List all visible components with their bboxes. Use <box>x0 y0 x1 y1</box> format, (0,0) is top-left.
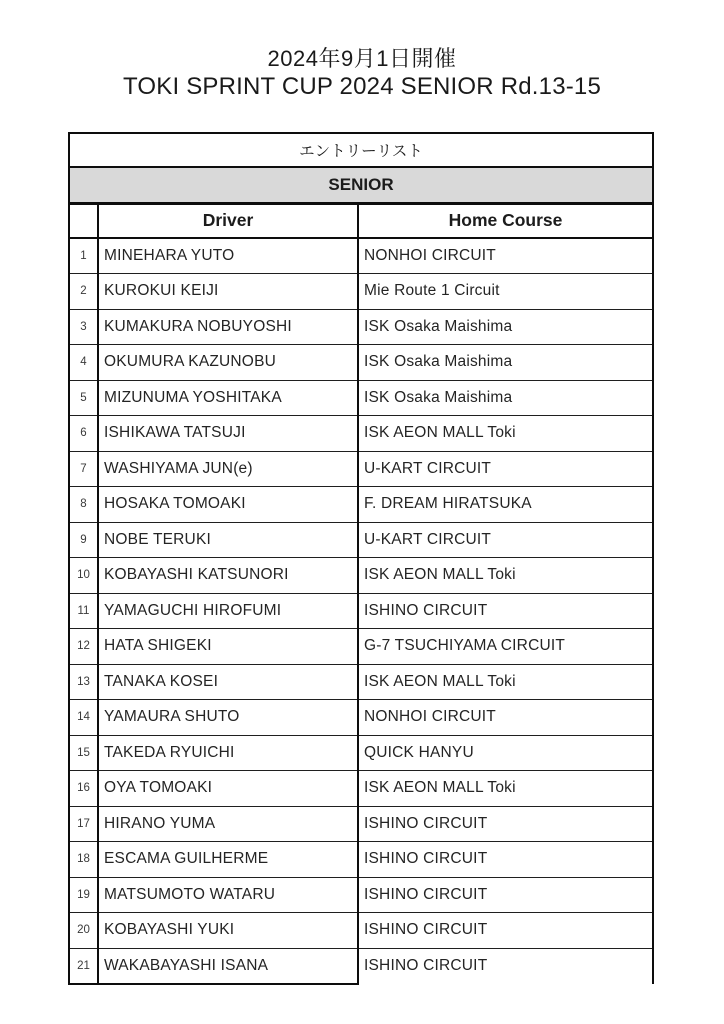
entry-number: 14 <box>69 700 98 736</box>
table-row <box>69 913 653 949</box>
entry-number: 21 <box>69 948 98 984</box>
home-course: QUICK HANYU <box>358 735 653 771</box>
home-course: NONHOI CIRCUIT <box>358 238 653 274</box>
entry-number: 17 <box>69 806 98 842</box>
entry-number: 19 <box>69 877 98 913</box>
entry-number: 6 <box>69 416 98 452</box>
entry-number: 5 <box>69 380 98 416</box>
entry-number: 4 <box>69 345 98 381</box>
home-course: NONHOI CIRCUIT <box>358 700 653 736</box>
driver-name: OKUMURA KAZUNOBU <box>98 345 358 381</box>
home-course: U-KART CIRCUIT <box>358 522 653 558</box>
driver-name: KOBAYASHI KATSUNORI <box>98 558 358 594</box>
driver-name: HIRANO YUMA <box>98 806 358 842</box>
table-row <box>69 629 653 665</box>
home-course: ISK AEON MALL Toki <box>358 664 653 700</box>
entry-number: 2 <box>69 274 98 310</box>
table-row <box>69 593 653 629</box>
class-row <box>69 167 653 203</box>
driver-name: OYA TOMOAKI <box>98 771 358 807</box>
entry-number: 7 <box>69 451 98 487</box>
entry-number: 1 <box>69 238 98 274</box>
driver-name: ESCAMA GUILHERME <box>98 842 358 878</box>
table-row <box>69 806 653 842</box>
table-row <box>69 558 653 594</box>
driver-name: MIZUNUMA YOSHITAKA <box>98 380 358 416</box>
table-caption-row <box>69 133 653 167</box>
home-course: ISHINO CIRCUIT <box>358 913 653 949</box>
entry-number: 11 <box>69 593 98 629</box>
table-row <box>69 948 653 984</box>
home-course: U-KART CIRCUIT <box>358 451 653 487</box>
page-title <box>0 44 724 101</box>
home-course: ISK AEON MALL Toki <box>358 558 653 594</box>
home-course: ISK Osaka Maishima <box>358 309 653 345</box>
home-course: ISHINO CIRCUIT <box>358 948 653 984</box>
table-row <box>69 451 653 487</box>
driver-name: HOSAKA TOMOAKI <box>98 487 358 523</box>
driver-name: MINEHARA YUTO <box>98 238 358 274</box>
home-course: ISHINO CIRCUIT <box>358 806 653 842</box>
driver-name: WASHIYAMA JUN(e) <box>98 451 358 487</box>
table-row <box>69 487 653 523</box>
entry-number: 18 <box>69 842 98 878</box>
table-row <box>69 416 653 452</box>
table-row <box>69 238 653 274</box>
entry-table-body <box>69 238 653 984</box>
entry-number: 12 <box>69 629 98 665</box>
driver-name: MATSUMOTO WATARU <box>98 877 358 913</box>
table-row <box>69 345 653 381</box>
entry-number: 8 <box>69 487 98 523</box>
home-course-column-header: Home Course <box>358 203 653 238</box>
driver-name: KUMAKURA NOBUYOSHI <box>98 309 358 345</box>
number-column-header <box>69 203 98 238</box>
entry-table <box>68 132 654 985</box>
driver-name: WAKABAYASHI ISANA <box>98 948 358 984</box>
home-course: ISK AEON MALL Toki <box>358 771 653 807</box>
driver-name: TANAKA KOSEI <box>98 664 358 700</box>
event-date-title: 2024年9月1日開催 <box>267 46 457 71</box>
event-name-title: TOKI SPRINT CUP 2024 SENIOR Rd.13-15 <box>122 73 602 100</box>
home-course: Mie Route 1 Circuit <box>358 274 653 310</box>
class-label: SENIOR <box>69 167 653 203</box>
home-course: ISHINO CIRCUIT <box>358 842 653 878</box>
home-course: ISHINO CIRCUIT <box>358 593 653 629</box>
table-row <box>69 380 653 416</box>
driver-name: NOBE TERUKI <box>98 522 358 558</box>
entry-number: 15 <box>69 735 98 771</box>
table-row <box>69 309 653 345</box>
table-row <box>69 700 653 736</box>
home-course: F. DREAM HIRATSUKA <box>358 487 653 523</box>
entry-number: 20 <box>69 913 98 949</box>
column-header-row <box>69 203 653 238</box>
table-row <box>69 877 653 913</box>
entry-number: 10 <box>69 558 98 594</box>
table-row <box>69 522 653 558</box>
driver-column-header: Driver <box>98 203 358 238</box>
driver-name: TAKEDA RYUICHI <box>98 735 358 771</box>
home-course: ISHINO CIRCUIT <box>358 877 653 913</box>
table-row <box>69 274 653 310</box>
driver-name: YAMAURA SHUTO <box>98 700 358 736</box>
home-course: ISK AEON MALL Toki <box>358 416 653 452</box>
table-row <box>69 735 653 771</box>
table-row <box>69 664 653 700</box>
home-course: G-7 TSUCHIYAMA CIRCUIT <box>358 629 653 665</box>
entry-number: 9 <box>69 522 98 558</box>
entry-number: 16 <box>69 771 98 807</box>
driver-name: HATA SHIGEKI <box>98 629 358 665</box>
entry-number: 3 <box>69 309 98 345</box>
driver-name: KOBAYASHI YUKI <box>98 913 358 949</box>
driver-name: YAMAGUCHI HIROFUMI <box>98 593 358 629</box>
home-course: ISK Osaka Maishima <box>358 345 653 381</box>
entry-list-caption: エントリーリスト <box>69 133 653 167</box>
entry-number: 13 <box>69 664 98 700</box>
home-course: ISK Osaka Maishima <box>358 380 653 416</box>
table-row <box>69 771 653 807</box>
driver-name: ISHIKAWA TATSUJI <box>98 416 358 452</box>
table-row <box>69 842 653 878</box>
driver-name: KUROKUI KEIJI <box>98 274 358 310</box>
